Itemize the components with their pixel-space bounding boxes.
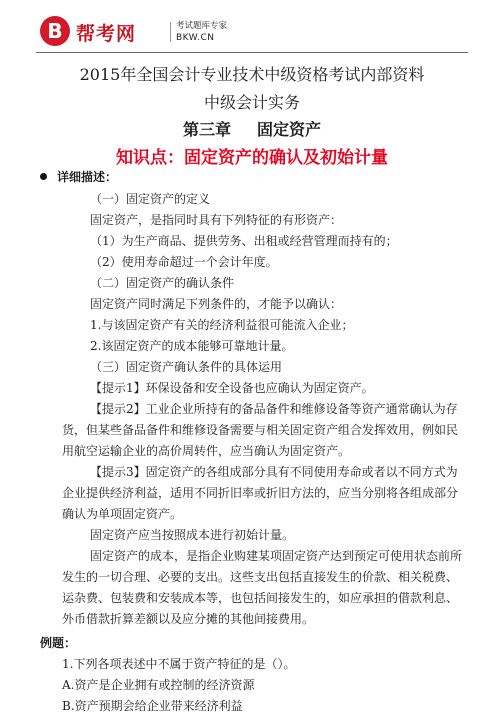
logo-divider <box>170 22 171 42</box>
body-line: 【提示3】固定资产的各组成部分具有不同使用寿命或者以不同方式为 <box>90 465 458 479</box>
body-line: 发生的一切合理、必要的支出。这些支出包括直接发生的价款、相关税费、 <box>62 570 459 584</box>
doc-title: 2015年全国会计专业技术中级资格考试内部资料 <box>79 65 425 84</box>
logo-icon: B <box>40 16 70 46</box>
body-line: 货，但某些备品备件和维修设备需要与相关固定资产组合发挥效用，例如民 <box>62 423 459 437</box>
example-question: 1.下列各项表述中不属于资产特征的是（）。 <box>62 657 296 671</box>
body-line: 2.该固定资产的成本能够可靠地计量。 <box>90 339 294 353</box>
body-line: 企业提供经济利益，适用不同折旧率或折旧方法的，应当分别将各组成部分 <box>62 486 459 500</box>
bullet-dot-icon <box>40 173 47 180</box>
body-line: （三）固定资产确认条件的具体运用 <box>90 360 283 374</box>
chapter-number: 第三章 <box>182 120 231 139</box>
chapter-heading <box>0 117 504 140</box>
body-line: 确认为单项固定资产。 <box>62 507 183 521</box>
body-line: 用航空运输企业的高价周转件，应当确认为固定资产。 <box>62 444 351 458</box>
body-line: 1.与该固定资产有关的经济利益很可能流入企业； <box>90 318 354 332</box>
body-line: 固定资产，是指同时具有下列特征的有形资产： <box>90 213 343 227</box>
chapter-name: 固定资产 <box>257 120 322 139</box>
body-line: （2）使用寿命超过一个会计年度。 <box>90 255 278 269</box>
example-label: 例题： <box>40 636 77 650</box>
body-line: （一）固定资产的定义 <box>90 192 211 206</box>
doc-subject: 中级会计实务 <box>203 93 300 112</box>
logo-tagline: 考试题库专家 <box>176 21 228 31</box>
body-line: （二）固定资产的确认条件 <box>90 276 235 290</box>
logo-url: BKW.CN <box>176 33 215 43</box>
logo-name: 帮考网 <box>76 23 137 45</box>
body-line: 固定资产同时满足下列条件的，才能予以确认： <box>90 297 343 311</box>
body-line: 外币借款折算差额以及应分摊的其他间接费用。 <box>62 612 315 626</box>
section-label-text: 详细描述： <box>57 170 118 184</box>
body-line: 【提示1】环保设备和安全设备也应确认为固定资产。 <box>90 381 374 395</box>
body-line: 固定资产应当按照成本进行初始计量。 <box>90 528 295 542</box>
example-option-a: A.资产是企业拥有或控制的经济资源 <box>62 678 255 692</box>
body-line: 运杂费、包装费和安装成本等，也包括间接发生的，如应承担的借款利息、 <box>62 591 459 605</box>
example-option-b: B.资产预期会给企业带来经济利益 <box>62 699 243 713</box>
body-line: 【提示2】工业企业所持有的备品备件和维修设备等资产通常确认为存 <box>90 402 458 416</box>
body-line: （1）为生产商品、提供劳务、出租或经营管理而持有的； <box>90 234 398 248</box>
topic-heading: 知识点：固定资产的确认及初始计量 <box>116 148 388 168</box>
header-rule <box>36 52 468 53</box>
brand-header <box>36 12 468 50</box>
body-line: 固定资产的成本，是指企业购建某项固定资产达到预定可使用状态前所 <box>90 549 463 563</box>
section-label <box>40 168 117 185</box>
